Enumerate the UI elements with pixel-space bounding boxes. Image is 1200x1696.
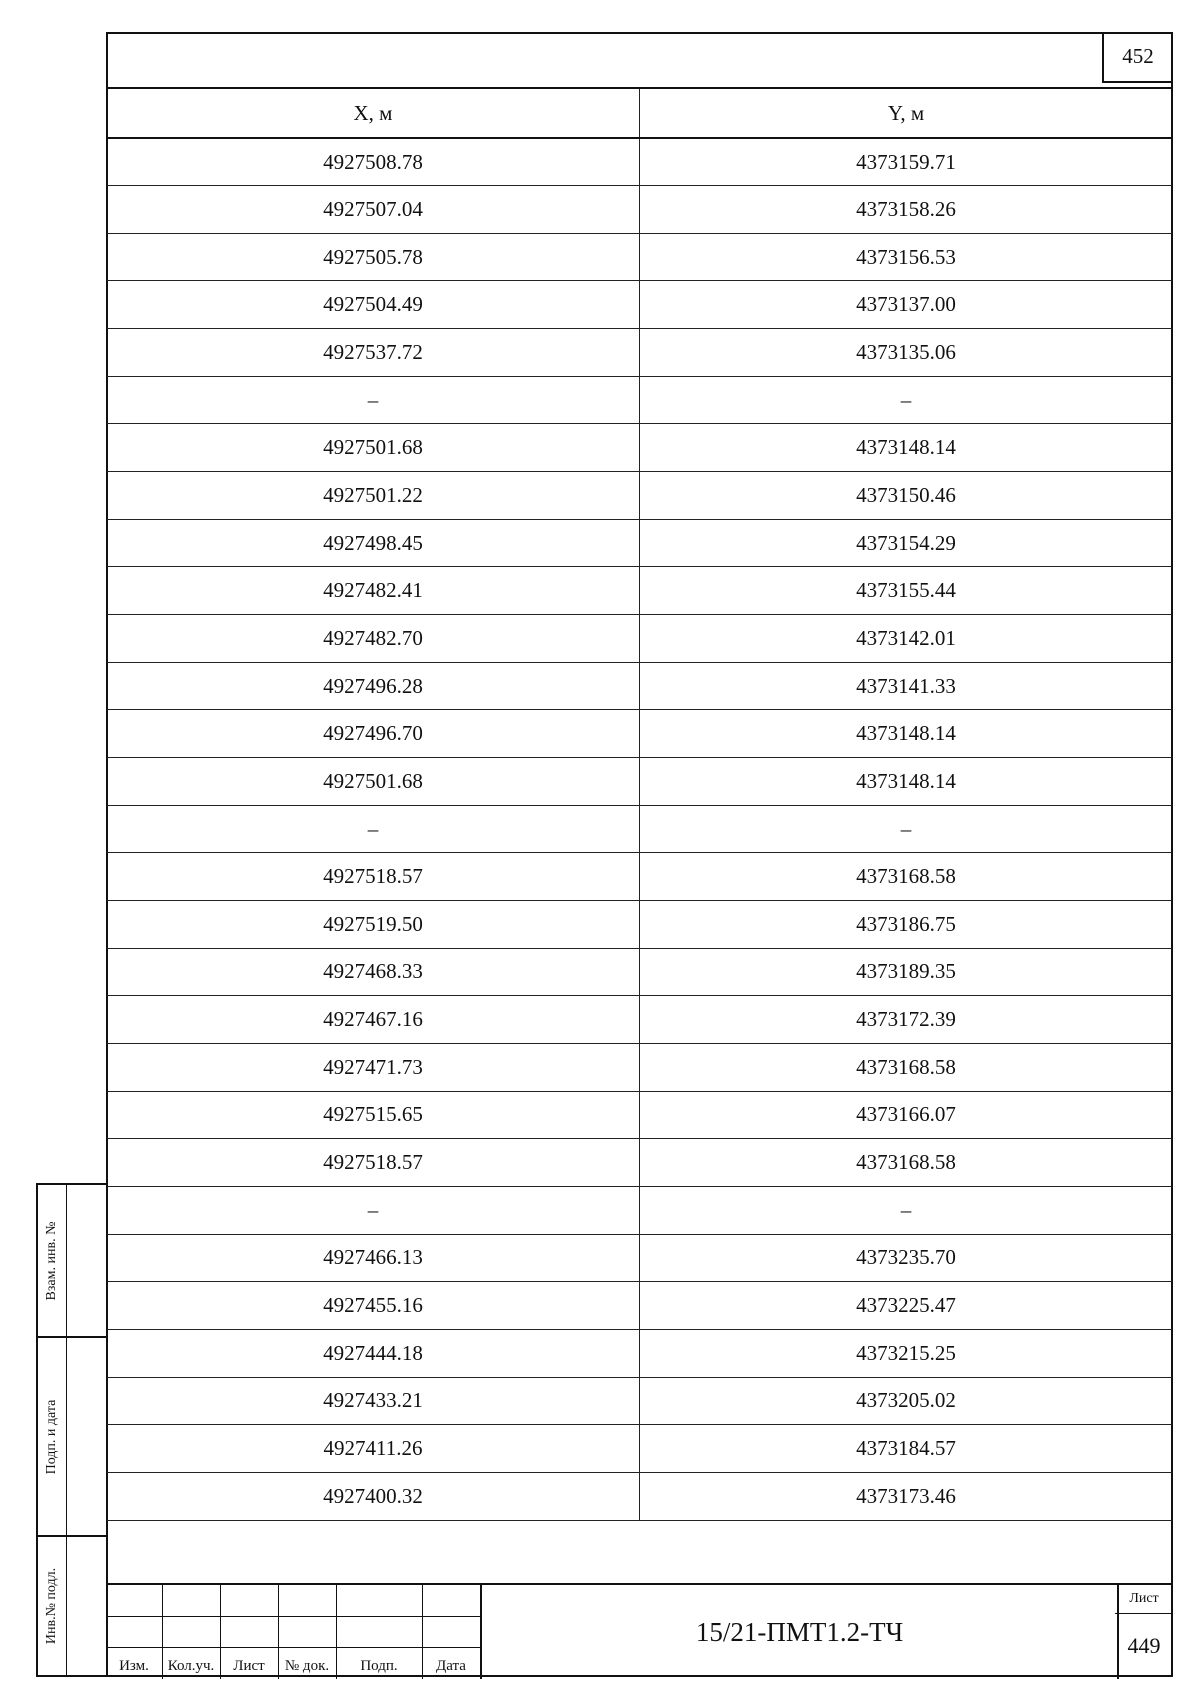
cell-x: 4927466.13 bbox=[107, 1234, 640, 1282]
cell-x: 4927515.65 bbox=[107, 1091, 640, 1139]
cell-y: 4373142.01 bbox=[640, 615, 1173, 663]
title-block-label-kol-uch: Кол.уч. bbox=[167, 1658, 215, 1674]
cell-x: 4927468.33 bbox=[107, 948, 640, 996]
cell-y: 4373166.07 bbox=[640, 1091, 1173, 1139]
table-body bbox=[107, 138, 1172, 1520]
cell-y: 4373186.75 bbox=[640, 901, 1173, 949]
cell-y: – bbox=[640, 376, 1173, 424]
cell-y: 4373189.35 bbox=[640, 948, 1173, 996]
cell-x: 4927496.70 bbox=[107, 710, 640, 758]
cell-y: 4373135.06 bbox=[640, 329, 1173, 377]
stamp-label-replaced-inventory: Взам. инв. № bbox=[44, 1221, 59, 1300]
stamp-original-inventory bbox=[36, 1535, 106, 1677]
cell-x: 4927471.73 bbox=[107, 1043, 640, 1091]
table-row bbox=[107, 1234, 1172, 1282]
cell-x: – bbox=[107, 805, 640, 853]
sheet-label: Лист bbox=[1115, 1585, 1173, 1614]
table-row bbox=[107, 1472, 1172, 1520]
table-row bbox=[107, 1091, 1172, 1139]
cell-x: 4927482.41 bbox=[107, 567, 640, 615]
cell-y: 4373155.44 bbox=[640, 567, 1173, 615]
table-row bbox=[107, 996, 1172, 1044]
table-row bbox=[107, 901, 1172, 949]
table-row bbox=[107, 519, 1172, 567]
cell-y: – bbox=[640, 805, 1173, 853]
table-row bbox=[107, 805, 1172, 853]
table-row bbox=[107, 1329, 1172, 1377]
cell-x: 4927519.50 bbox=[107, 901, 640, 949]
title-block-label-signature: Подп. bbox=[360, 1658, 398, 1674]
cell-x: 4927504.49 bbox=[107, 281, 640, 329]
cell-x: 4927467.16 bbox=[107, 996, 640, 1044]
cell-x: 4927505.78 bbox=[107, 233, 640, 281]
coordinates-table bbox=[107, 87, 1172, 1521]
cell-y: 4373184.57 bbox=[640, 1425, 1173, 1473]
table-row bbox=[107, 1186, 1172, 1234]
cell-x: – bbox=[107, 1186, 640, 1234]
cell-y: 4373137.00 bbox=[640, 281, 1173, 329]
table-row bbox=[107, 1282, 1172, 1330]
table-row bbox=[107, 615, 1172, 663]
stamp-signature-date bbox=[36, 1336, 106, 1537]
cell-x: 4927508.78 bbox=[107, 138, 640, 186]
cell-x: 4927518.57 bbox=[107, 853, 640, 901]
cell-y: – bbox=[640, 1186, 1173, 1234]
table-row bbox=[107, 948, 1172, 996]
column-header-x: X, м bbox=[107, 88, 640, 138]
cell-y: 4373148.14 bbox=[640, 758, 1173, 806]
cell-y: 4373159.71 bbox=[640, 138, 1173, 186]
table-row bbox=[107, 424, 1172, 472]
title-block-label-list: Лист bbox=[233, 1658, 265, 1674]
title-block-label-doc-number: № док. bbox=[284, 1658, 330, 1674]
cell-y: 4373173.46 bbox=[640, 1472, 1173, 1520]
cell-x: 4927444.18 bbox=[107, 1329, 640, 1377]
cell-x: 4927496.28 bbox=[107, 662, 640, 710]
stamp-replaced-inventory bbox=[36, 1183, 106, 1338]
table-row bbox=[107, 281, 1172, 329]
revision-grid bbox=[106, 1585, 480, 1679]
cell-x: 4927482.70 bbox=[107, 615, 640, 663]
cell-y: 4373168.58 bbox=[640, 1043, 1173, 1091]
table-row bbox=[107, 1043, 1172, 1091]
table-row bbox=[107, 138, 1172, 186]
table-row bbox=[107, 472, 1172, 520]
cell-y: 4373141.33 bbox=[640, 662, 1173, 710]
cell-x: 4927501.68 bbox=[107, 758, 640, 806]
cell-x: 4927455.16 bbox=[107, 1282, 640, 1330]
title-block-label-date: Дата bbox=[436, 1658, 466, 1674]
cell-x: 4927507.04 bbox=[107, 186, 640, 234]
table-row bbox=[107, 1425, 1172, 1473]
title-block bbox=[106, 1583, 1173, 1677]
cell-y: 4373158.26 bbox=[640, 186, 1173, 234]
stamp-label-signature-date: Подп. и дата bbox=[44, 1399, 59, 1474]
table-row bbox=[107, 1377, 1172, 1425]
sheet-number: 452 bbox=[1102, 33, 1172, 83]
cell-y: 4373148.14 bbox=[640, 424, 1173, 472]
stamp-label-original-inventory: Инв.№ подл. bbox=[44, 1567, 59, 1645]
table-row bbox=[107, 853, 1172, 901]
table-header-row bbox=[107, 88, 1172, 138]
cell-y: 4373205.02 bbox=[640, 1377, 1173, 1425]
document-code: 15/21-ПМТ1.2-ТЧ bbox=[480, 1585, 1119, 1679]
cell-y: 4373225.47 bbox=[640, 1282, 1173, 1330]
cell-y: 4373168.58 bbox=[640, 853, 1173, 901]
cell-y: 4373172.39 bbox=[640, 996, 1173, 1044]
title-block-label-izm: Изм. bbox=[119, 1658, 149, 1674]
table-row bbox=[107, 376, 1172, 424]
table-row bbox=[107, 758, 1172, 806]
cell-y: 4373215.25 bbox=[640, 1329, 1173, 1377]
cell-y: 4373154.29 bbox=[640, 519, 1173, 567]
cell-y: 4373235.70 bbox=[640, 1234, 1173, 1282]
cell-y: 4373148.14 bbox=[640, 710, 1173, 758]
column-header-y: Y, м bbox=[640, 88, 1173, 138]
table-row bbox=[107, 662, 1172, 710]
table-row bbox=[107, 233, 1172, 281]
cell-x: – bbox=[107, 376, 640, 424]
cell-y: 4373168.58 bbox=[640, 1139, 1173, 1187]
cell-y: 4373156.53 bbox=[640, 233, 1173, 281]
table-row bbox=[107, 567, 1172, 615]
table-row bbox=[107, 710, 1172, 758]
cell-x: 4927400.32 bbox=[107, 1472, 640, 1520]
cell-x: 4927501.68 bbox=[107, 424, 640, 472]
table-row bbox=[107, 1139, 1172, 1187]
table-row bbox=[107, 329, 1172, 377]
cell-x: 4927501.22 bbox=[107, 472, 640, 520]
cell-y: 4373150.46 bbox=[640, 472, 1173, 520]
cell-x: 4927518.57 bbox=[107, 1139, 640, 1187]
cell-x: 4927433.21 bbox=[107, 1377, 640, 1425]
cell-x: 4927411.26 bbox=[107, 1425, 640, 1473]
cell-x: 4927498.45 bbox=[107, 519, 640, 567]
table-row bbox=[107, 186, 1172, 234]
cell-x: 4927537.72 bbox=[107, 329, 640, 377]
sheet-value: 449 bbox=[1127, 1633, 1161, 1658]
